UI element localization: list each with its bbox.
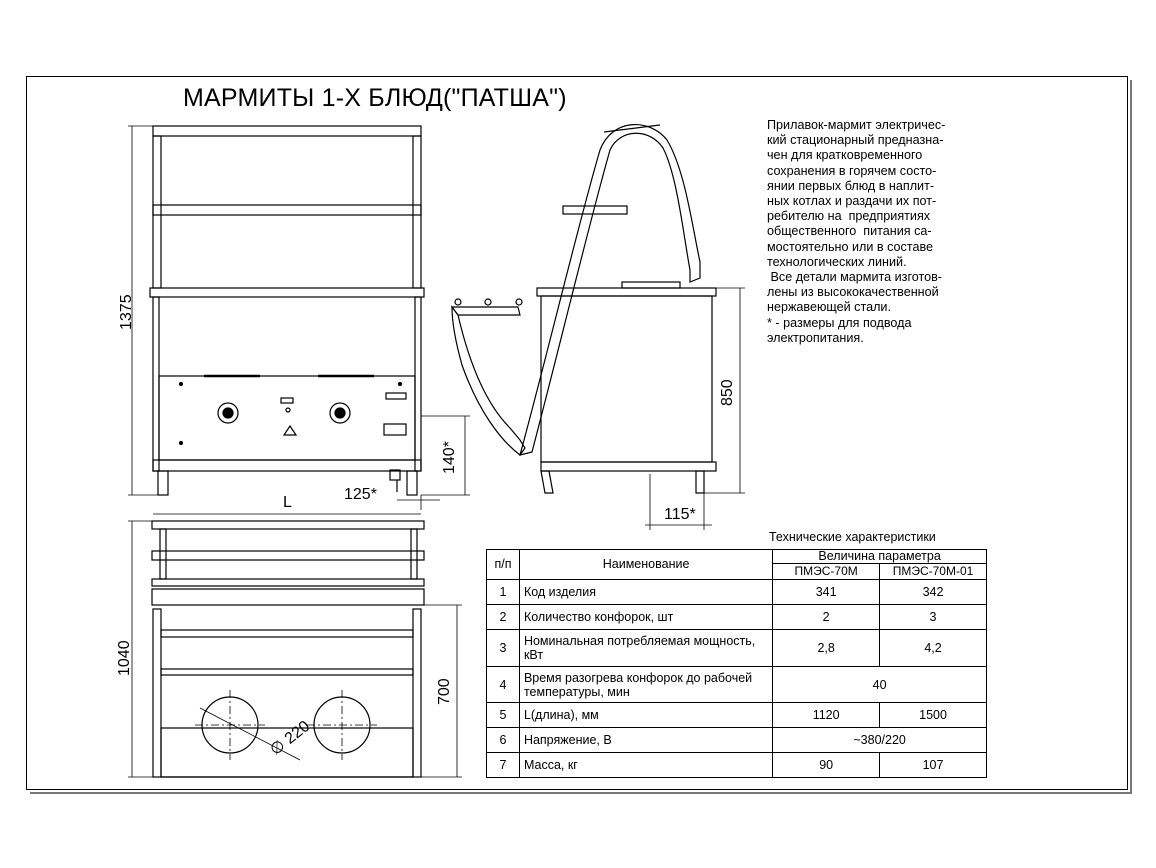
description-line: общественного питания са- — [767, 224, 932, 239]
row-name: L(длина), мм — [519, 703, 772, 728]
row-num: 2 — [487, 605, 520, 630]
description-line: Прилавок-мармит электричес- — [767, 118, 946, 132]
table-row — [487, 605, 987, 630]
row-num: 6 — [487, 728, 520, 753]
dim-diameter-220: ∅ 220 — [267, 717, 314, 759]
row-b: 3 — [880, 605, 987, 630]
page-title: МАРМИТЫ 1-Х БЛЮД("ПАТША") — [183, 84, 567, 112]
table-row — [487, 630, 987, 667]
spec-table — [486, 549, 987, 778]
col-value: Величина параметра — [773, 550, 987, 564]
dim-height-1375: 1375 — [118, 294, 135, 330]
row-b: 342 — [880, 580, 987, 605]
col-name: Наименование — [519, 550, 772, 580]
dim-offset-115: 115* — [664, 506, 696, 523]
row-num: 3 — [487, 630, 520, 667]
table-row — [487, 703, 987, 728]
description-line: * - размеры для подвода — [767, 315, 912, 330]
row-b: 1500 — [880, 703, 987, 728]
model-a: ПМЭС-70М — [773, 564, 880, 580]
side-view — [452, 125, 745, 530]
dim-depth-1040: 1040 — [116, 640, 133, 676]
dim-length-l: L — [283, 494, 292, 511]
row-b: 4,2 — [880, 630, 987, 667]
dim-cable-125: 125* — [344, 486, 377, 503]
row-a: 2,8 — [773, 630, 880, 667]
front-view — [128, 126, 470, 514]
row-ab: ~380/220 — [773, 728, 987, 753]
description-line: сохранения в горячем состо- — [767, 163, 937, 178]
row-a: 90 — [773, 753, 880, 778]
dim-cable-140: 140* — [441, 441, 458, 474]
table-row — [487, 667, 987, 703]
table-row — [487, 580, 987, 605]
col-num: п/п — [487, 550, 520, 580]
row-name: Код изделия — [519, 580, 772, 605]
description-line: лены из высококачественной — [767, 285, 939, 300]
description-line: технологических линий. — [767, 254, 907, 269]
description-line: ребителю на предприятиях — [767, 209, 931, 224]
table-row — [487, 728, 987, 753]
description-line: кий стационарный предназна- — [767, 133, 944, 148]
spec-caption: Технические характеристики — [769, 530, 936, 544]
row-num: 4 — [487, 667, 520, 703]
description-line: мостоятельно или в составе — [767, 239, 934, 254]
model-b: ПМЭС-70М-01 — [880, 564, 987, 580]
description-line: нержавеющей стали. — [767, 300, 891, 315]
description-line: чен для кратковременного — [767, 148, 923, 163]
row-name: Напряжение, В — [519, 728, 772, 753]
row-num: 5 — [487, 703, 520, 728]
row-name: Масса, кг — [519, 753, 772, 778]
row-a: 1120 — [773, 703, 880, 728]
dim-depth-700: 700 — [436, 678, 453, 705]
row-b: 107 — [880, 753, 987, 778]
row-name: Количество конфорок, шт — [519, 605, 772, 630]
dim-height-850: 850 — [719, 379, 736, 406]
row-name: Время разогрева конфорок до рабочей температуры, мин — [519, 667, 772, 703]
row-a: 2 — [773, 605, 880, 630]
description-line: ных котлах и раздачи их пот- — [767, 194, 937, 209]
description-line: янии первых блюд в наплит- — [767, 178, 935, 193]
row-num: 7 — [487, 753, 520, 778]
row-ab: 40 — [773, 667, 987, 703]
row-num: 1 — [487, 580, 520, 605]
description-line: электропитания. — [767, 330, 864, 345]
row-a: 341 — [773, 580, 880, 605]
table-header — [487, 550, 987, 564]
row-name: Номинальная потребляемая мощность, кВт — [519, 630, 772, 667]
description-line: Все детали мармита изготов- — [767, 270, 943, 285]
table-row — [487, 753, 987, 778]
